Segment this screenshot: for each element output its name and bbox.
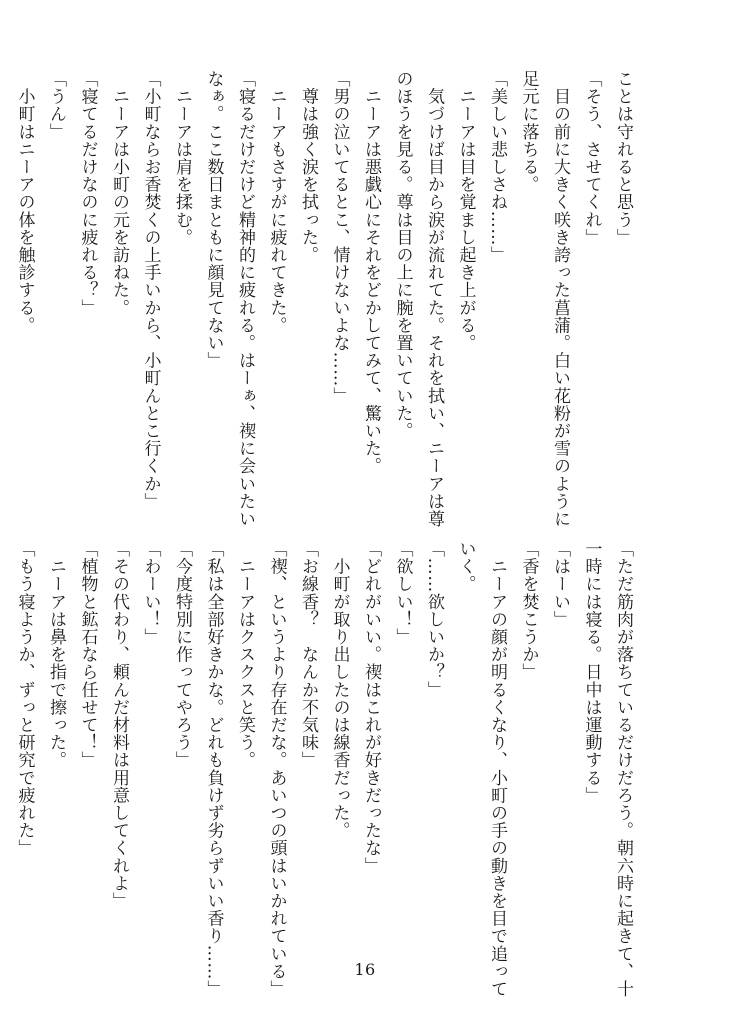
text-line: のほうを見る。尊は目の上に腕を置いていた。 <box>392 70 413 440</box>
text-line: ニーアは鼻を指で擦った。 <box>46 540 66 769</box>
text-line: 「その代わり、頼んだ材料は用意してくれよ」 <box>109 540 129 910</box>
text-line: ニーアもさすがに疲れてきた。 <box>266 70 287 334</box>
upper-text-block <box>8 70 638 528</box>
text-line: 「どれがいい。禊はこれが好きだったな」 <box>361 540 381 875</box>
text-line: 「小町ならお香焚くの上手いから、小町んとこ行くか」 <box>140 70 161 510</box>
text-line: ニーアは肩を揉む。 <box>172 70 192 246</box>
text-line: 「私は全部好きかな。どれも負けず劣らずいい香り……」 <box>203 540 224 998</box>
text-line: 小町が取り出したのは線香だった。 <box>329 540 350 840</box>
text-line: 「ただ筋肉が落ちているだけだろう。朝六時に起きて、十 <box>613 540 633 998</box>
text-line: 「今度特別に作ってやろう」 <box>172 540 192 769</box>
text-line: 足元に落ちる。 <box>518 70 539 194</box>
text-line: 「男の泣いてるとこ、情けないよな……」 <box>329 70 350 405</box>
text-line: 目の前に大きく咲き誇った菖蒲。白い花粉が雪のように <box>550 70 570 528</box>
text-line: 「欲しい！」 <box>392 540 413 646</box>
text-line: 「植物と鉱石なら任せて！」 <box>77 540 98 769</box>
text-line: 「……欲しいか？」 <box>424 540 444 699</box>
text-line: ニーアは目を覚まし起き上がる。 <box>455 70 476 352</box>
text-line: 「そう、させてくれ」 <box>581 70 602 246</box>
text-line: 「香を焚こうか」 <box>518 540 539 681</box>
text-line: 「もう寝ようか、ずっと研究で疲れた」 <box>14 540 35 857</box>
text-line: 「わーい！」 <box>140 540 161 646</box>
text-line: 気づけば目から涙が流れてた。それを拭い、ニーアは尊 <box>424 70 444 528</box>
text-line: 「寝てるだけなのに疲れる？」 <box>77 70 98 317</box>
text-line: なぁ。ここ数日まともに顔見てない」 <box>203 70 224 370</box>
text-line: いく。 <box>455 540 476 593</box>
text-line: ニーアの顔が明るくなり、小町の手の動きを目で追って <box>487 540 507 998</box>
text-line: 「寝るだけだけど精神的に疲れる。はーぁ、禊に会いたい <box>235 70 255 528</box>
text-line: 一時には寝る。日中は運動する」 <box>581 540 602 804</box>
text-line: 尊は強く涙を拭った。 <box>298 70 318 264</box>
text-line: ことは守れると思う」 <box>613 70 633 246</box>
text-line: 「禊、というより存在だな。あいつの頭はいかれている」 <box>266 540 287 998</box>
text-line: 「お線香？ なんか不気味」 <box>298 540 318 769</box>
page-number: 16 <box>354 960 376 979</box>
text-line: 「美しい悲しさね……」 <box>487 70 507 264</box>
text-line: 小町はニーアの体を触診する。 <box>14 70 35 334</box>
text-line: ニーアは悪戯心にそれをどかしてみて、驚いた。 <box>361 70 381 475</box>
text-line: ニーアは小町の元を訪ねた。 <box>109 70 129 317</box>
text-line: 「うん」 <box>46 70 66 141</box>
text-line: 「はーい」 <box>550 540 570 628</box>
text-line: ニーアはクスクスと笑う。 <box>235 540 255 769</box>
